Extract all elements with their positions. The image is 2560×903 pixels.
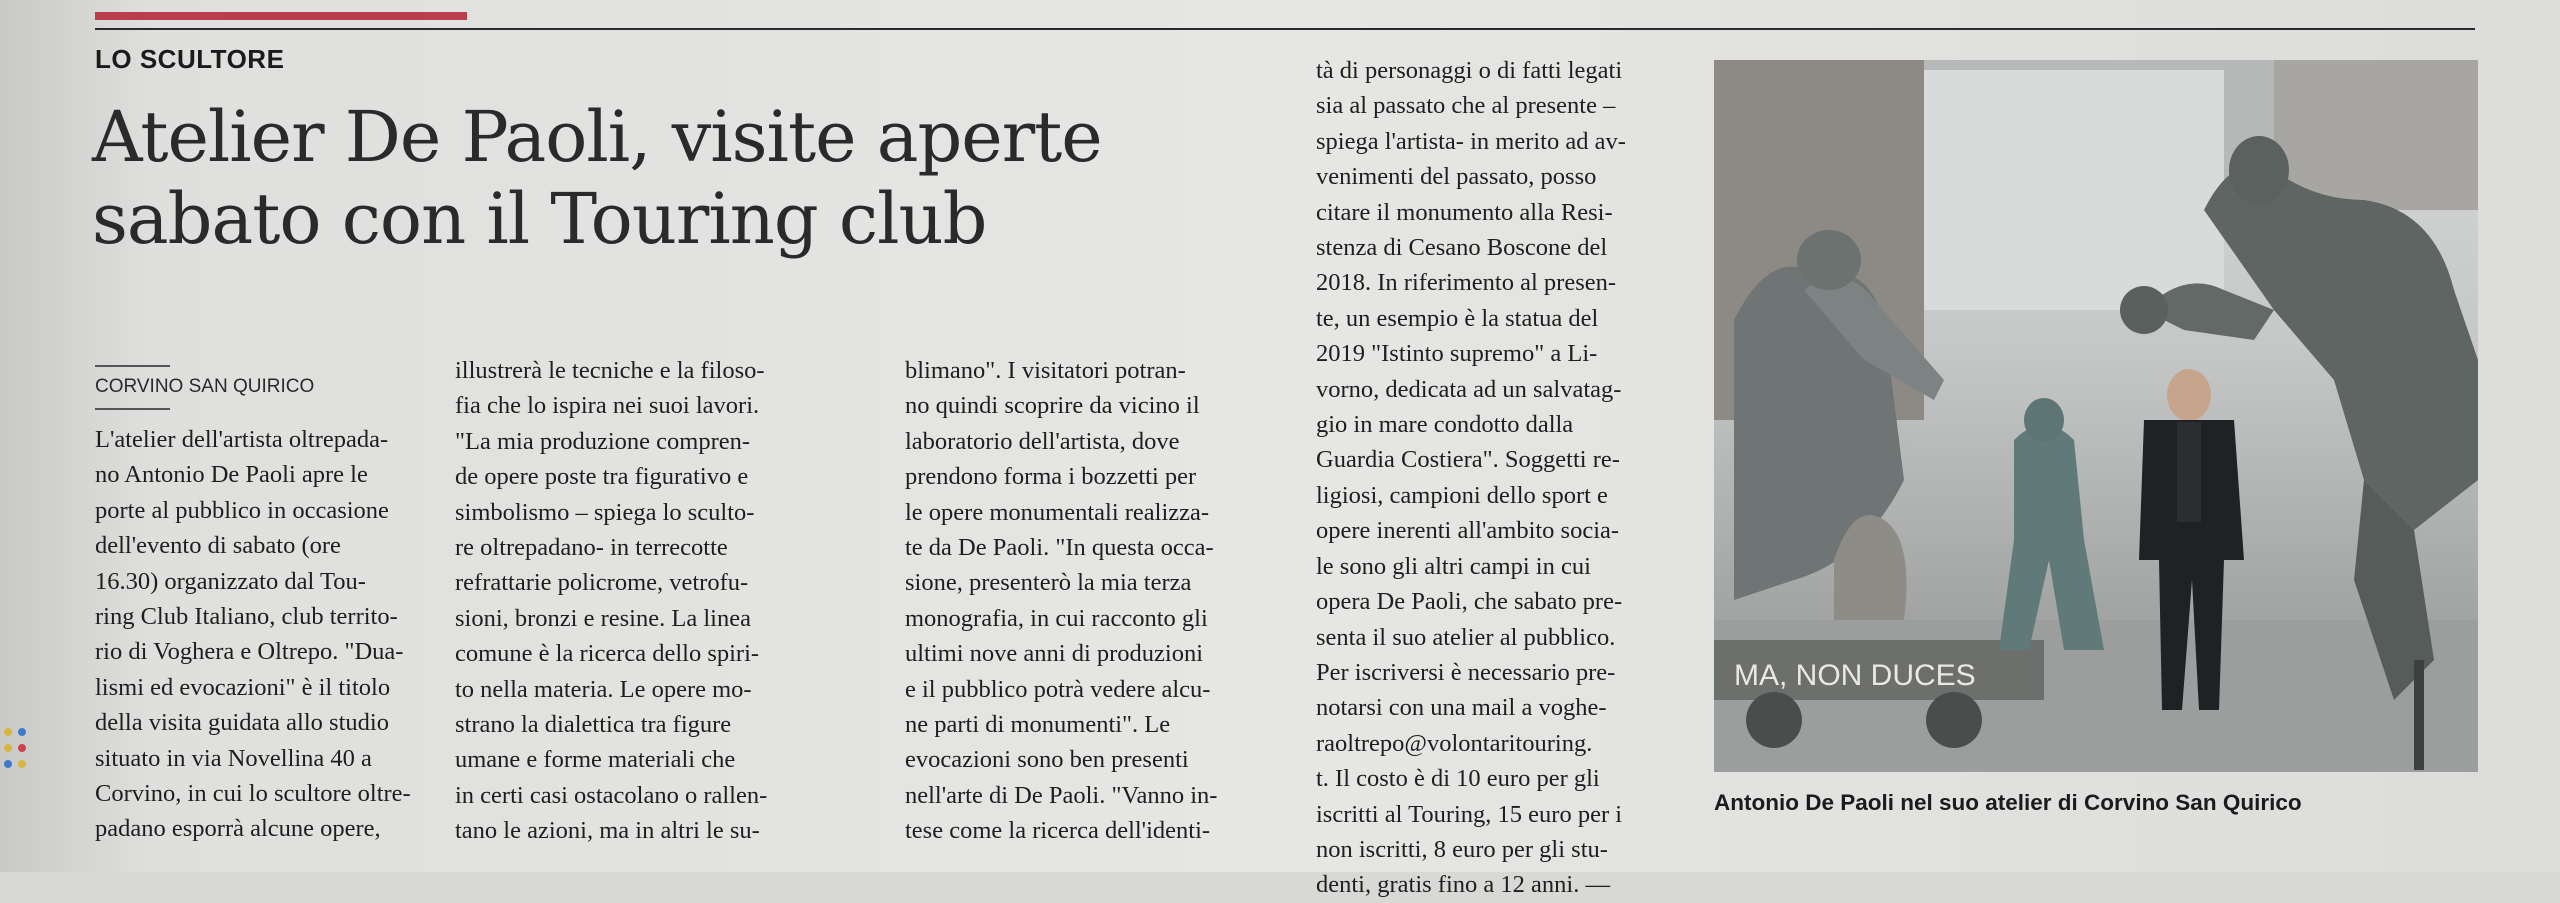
article-line: evocazioni sono ben presenti <box>905 746 1189 774</box>
article-line: prendono forma i bozzetti per <box>905 463 1197 491</box>
article-line: le opere monumentali realizza- <box>905 498 1210 526</box>
article-line: raoltrepo@volontaritouring. <box>1316 729 1593 757</box>
article-line: ne parti di monumenti". Le <box>905 711 1171 739</box>
article-line: porte al pubblico in occasione <box>95 496 389 524</box>
article-line: venimenti del passato, posso <box>1316 163 1597 191</box>
article-line: nell'arte di De Paoli. "Vanno in- <box>905 781 1218 809</box>
article-line: 2019 "Istinto supremo" a Li- <box>1316 340 1598 368</box>
article-line: sia al passato che al presente – <box>1316 92 1616 120</box>
article-line: ultimi nove anni di produzioni <box>905 640 1204 668</box>
article-line: no quindi scoprire da vicino il <box>905 392 1200 420</box>
article-line: 16.30) organizzato dal Tou- <box>95 567 366 595</box>
article-line: citare il monumento alla Resi- <box>1316 198 1613 226</box>
article-line: stenza di Cesano Boscone del <box>1316 234 1608 262</box>
dateline-rule-bottom <box>95 408 170 410</box>
atelier-photo-illustration <box>1714 60 2478 772</box>
article-line: iscritti al Touring, 15 euro per i <box>1316 800 1623 828</box>
atelier-photo <box>1714 60 2478 772</box>
article-line: in certi casi ostacolano o rallen- <box>455 781 768 809</box>
article-line: denti, gratis fino a 12 anni. — <box>1316 871 1610 899</box>
article-line: illustrerà le tecniche e la filoso- <box>455 357 765 384</box>
article-line: ring Club Italiano, club territo- <box>95 603 398 631</box>
article-line: monografia, in cui racconto gli <box>905 604 1208 632</box>
article-line: ligiosi, campioni dello sport e <box>1316 481 1608 509</box>
article-line: della visita guidata allo studio <box>95 709 389 737</box>
article-line: non iscritti, 8 euro per gli stu- <box>1316 835 1608 863</box>
article-line: L'atelier dell'artista oltrepada- <box>95 426 389 453</box>
article-line: re oltrepadano- in terrecotte <box>455 534 728 562</box>
headline-line-2: sabato con il Touring club <box>92 178 987 260</box>
top-rule <box>95 28 2475 30</box>
article-line: laboratorio dell'artista, dove <box>905 427 1180 455</box>
article-column-3 <box>905 353 1265 849</box>
article-line: tà di personaggi o di fatti legati <box>1316 57 1623 84</box>
dateline: CORVINO SAN QUIRICO <box>95 376 315 397</box>
article-line: situato in via Novellina 40 a <box>95 744 372 772</box>
article-line: refrattarie policrome, vetrofu- <box>455 569 749 597</box>
article-line: to nella materia. Le opere mo- <box>455 675 752 703</box>
article-line: tese come la ricerca dell'identi- <box>905 817 1211 845</box>
article-line: 2018. In riferimento al presen- <box>1316 269 1617 297</box>
headline <box>92 96 1332 260</box>
article-line: rio di Voghera e Oltrepo. "Dua- <box>95 638 404 666</box>
article-column-4 <box>1316 53 1676 903</box>
article-line: umane e forme materiali che <box>455 746 736 774</box>
article-line: spiega l'artista- in merito ad av- <box>1316 127 1626 155</box>
section-accent-bar <box>95 12 467 20</box>
section-kicker: LO SCULTORE <box>95 44 285 74</box>
article-column-2 <box>455 353 815 849</box>
article-line: opera De Paoli, che sabato pre- <box>1316 588 1623 616</box>
dateline-rule-top <box>95 365 170 367</box>
article-line: vorno, dedicata ad un salvatag- <box>1316 375 1622 403</box>
article-line: senta il suo atelier al pubblico. <box>1316 623 1616 651</box>
article-line: Guardia Costiera". Soggetti re- <box>1316 446 1620 474</box>
photo-caption: Antonio De Paoli nel suo atelier di Corvino San Quirico <box>1714 790 2302 815</box>
article-line: strano la dialettica tra figure <box>455 711 732 739</box>
article-line: lismi ed evocazioni" è il titolo <box>95 673 391 701</box>
article-line: comune è la ricerca dello spiri- <box>455 640 760 668</box>
article-line: sioni, bronzi e resine. La linea <box>455 604 751 632</box>
article-line: e il pubblico potrà vedere alcu- <box>905 675 1211 703</box>
article-line: fia che lo ispira nei suoi lavori. <box>455 392 760 420</box>
article-line: "La mia produzione compren- <box>455 427 751 455</box>
article-line: padano esporrà alcune opere, <box>95 815 381 843</box>
article-line: te da De Paoli. "In questa occa- <box>905 534 1214 562</box>
article-line: gio in mare condotto dalla <box>1316 411 1574 439</box>
article-line: de opere poste tra figurativo e <box>455 463 749 491</box>
article-line: blimano". I visitatori potran- <box>905 357 1186 384</box>
article-line: Per iscriversi è necessario pre- <box>1316 658 1616 686</box>
article-line: opere inerenti all'ambito socia- <box>1316 517 1620 545</box>
article-line: no Antonio De Paoli apre le <box>95 461 368 489</box>
article-line: dell'evento di sabato (ore <box>95 532 341 560</box>
article-line: tano le azioni, ma in altri le su- <box>455 817 760 845</box>
article-line: le sono gli altri campi in cui <box>1316 552 1591 580</box>
article-line: te, un esempio è la statua del <box>1316 304 1599 332</box>
article-line: sione, presenterò la mia terza <box>905 569 1192 597</box>
article-column-1 <box>95 422 455 847</box>
article-line: t. Il costo è di 10 euro per gli <box>1316 765 1600 793</box>
article-line: notarsi con una mail a voghe- <box>1316 694 1607 722</box>
margin-dots-decoration <box>0 720 40 870</box>
cart-inscription: MA, NON DUCES <box>1734 659 1976 692</box>
article-line: simbolismo – spiega lo sculto- <box>455 498 755 526</box>
headline-line-1: Atelier De Paoli, visite aperte <box>92 96 1102 178</box>
article-line: Corvino, in cui lo scultore oltre- <box>95 780 411 808</box>
